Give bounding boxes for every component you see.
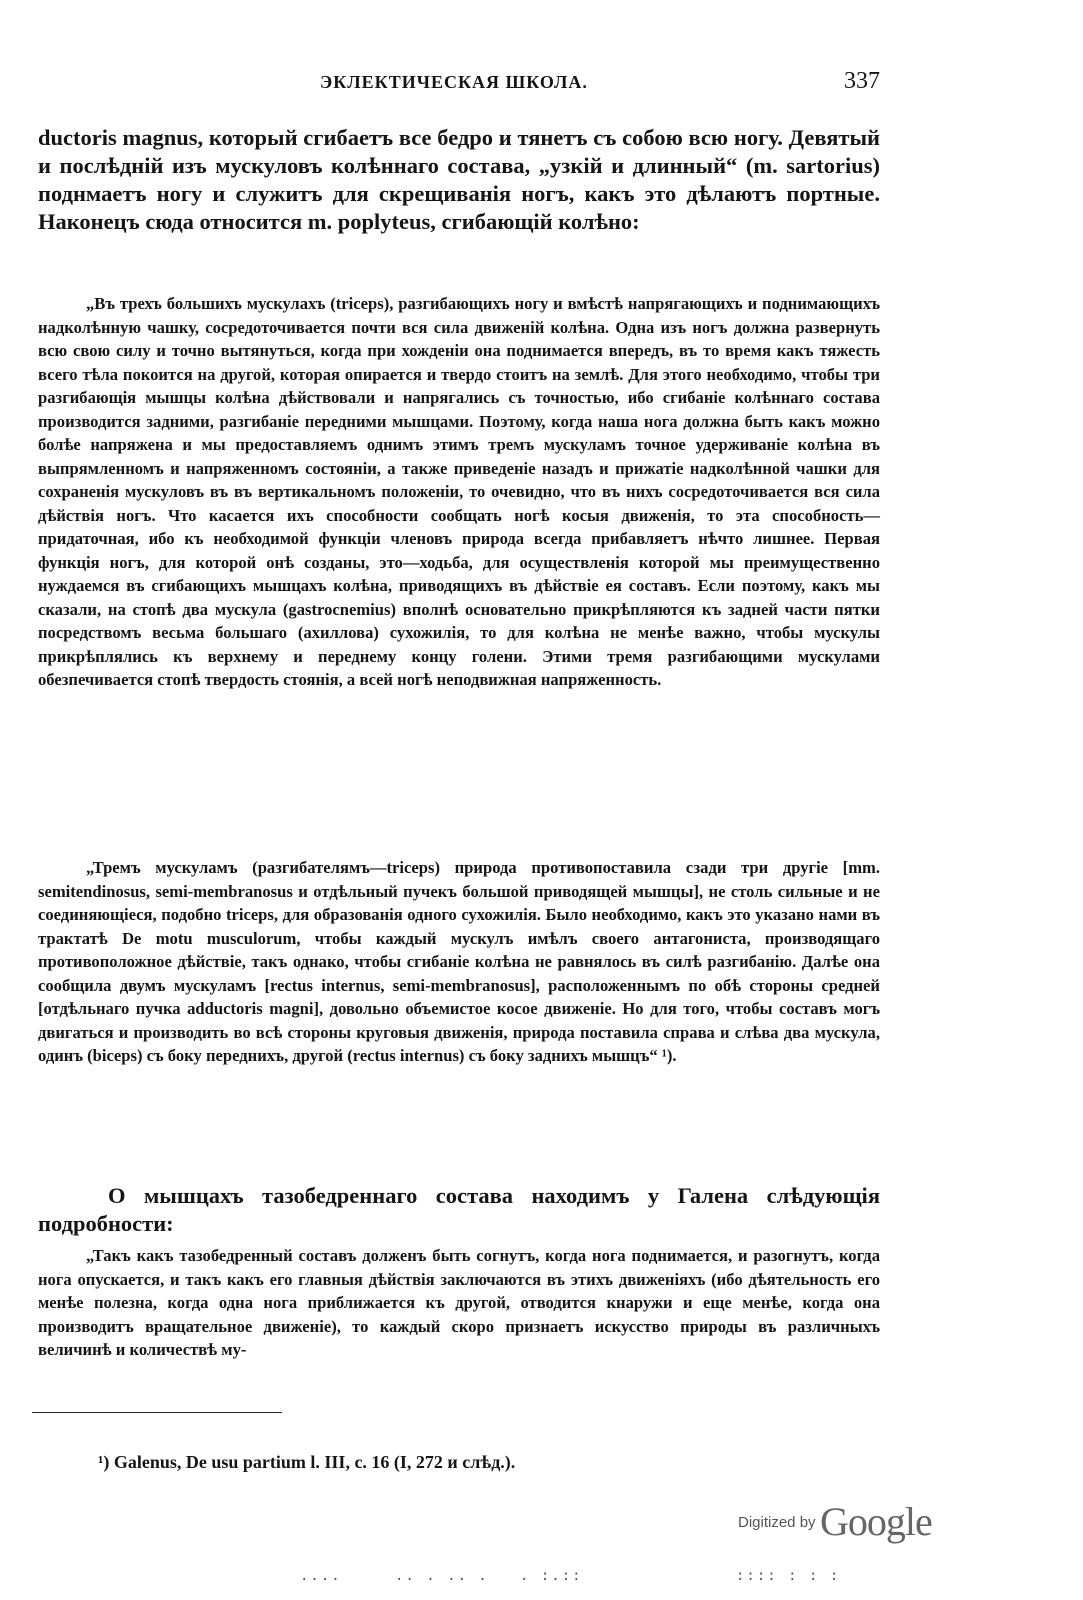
quote-text: „Тремъ мускуламъ (разгибателямъ—triceps) природа противопоставила сзади три другіе [mm. semitendinosus, semi-membranosus и отдѣльный пучекъ большой приводящей мышцы], не столь сильные и не соединяющіеся, подобно triceps, для образованія одного сухожилія. Было необходимо, какъ это указано нами въ трактатѣ De motu musculorum, чтобы каждый мускулъ имѣлъ своего антагониста, производящаго противоположное дѣйствіе, такъ однако, чтобы сгибаніе колѣна не равнялось въ силѣ разгибанію. Далѣе она сообщила двумъ мускуламъ [rectus internus, semi-membranosus], расположеннымъ по обѣ стороны средней [отдѣльнаго пучка adductoris magni], довольно объемистое косое движеніе. Но для того, чтобы составъ могъ двигаться и производить во всѣ стороны круговыя движенія, природа поставила справа и слѣва два мускула, одинъ (biceps) съ боку переднихъ, другой (rectus internus) съ боку заднихъ мышцъ“ ¹). [38,858,880,1065]
digitized-by-google-watermark [738,1498,932,1545]
quote-text: „Такъ какъ тазобедренный составъ долженъ быть согнутъ, когда нога поднимается, и разогнутъ, когда нога опускается, и такъ какъ его главныя дѣйствія заключаются въ этихъ движеніяхъ (ибо дѣятельность его менѣе полезна, когда одна нога приближается къ другой, отводится кнаружи и еще менѣе, когда она производитъ вращательное движеніе), то каждый скоро признаетъ искусство природы въ различныхъ величинѣ и количествѣ му- [38,1246,880,1359]
footnote: ¹) Galenus, De usu partium l. III, c. 16 (I, 272 и слѣд.). [98,1452,516,1472]
quote-knee-extensors [38,292,880,692]
quote-hip-joint [38,1244,880,1362]
google-logo: Google [820,1499,932,1544]
paragraph-text: О мышцахъ тазобедреннаго состава находимъ у Галена слѣдующія подробности: [38,1183,880,1236]
scan-mark: . :.:: [520,1568,583,1584]
page-number: 337 [844,68,880,94]
quote-knee-flexors [38,856,880,1068]
paragraph-text: ductoris magnus, который сгибаетъ все бедро и тянетъ съ собою всю ногу. Девятый и послѣдній изъ мускуловъ колѣннаго состава, „узкій и длинный“ (m. sartorius) поднмаетъ ногу и служитъ для скрещиванія ногъ, какъ это дѣлаютъ портные. Наконецъ сюда относится m. poplyteus, сгибающій колѣно: [38,125,880,234]
running-title: ЭКЛЕКТИЧЕСКАЯ ШКОЛА. [320,72,588,92]
scan-mark: :::: : : : [736,1568,841,1584]
quote-text: „Въ трехъ большихъ мускулахъ (triceps), разгибающихъ ногу и вмѣстѣ напрягающихъ и поднимающихъ надколѣнную чашку, сосредоточивается почти вся сила движеній колѣна. Одна изъ ногъ должна развернуть всю свою силу и точно вытянуться, когда при хожденіи она поднимается впередъ, въ то время какъ тяжесть всего тѣла покоится на другой, которая опирается и твердо стоитъ на землѣ. Для этого необходимо, чтобы три разгибающія мышцы колѣна дѣйствовали и напрягались съ точностью, ибо сгибаніе колѣннаго состава производится задними, разгибаніе передними мышцами. Поэтому, когда наша нога должна быть какъ можно болѣе напряжена и мы предоставляемъ однимъ этимъ тремъ мускуламъ точное удерживаніе колѣна въ выпрямленномъ и напряженномъ состояніи, а также приведеніе назадъ и прижатіе надколѣнной чашки для сохраненія мускуловъ въ въ вертикальномъ положеніи, то очевидно, что въ нихъ сосредоточивается вся сила дѣйствія ногъ. Что касается ихъ способности сообщать ногѣ косыя движенія, то эта способность—придаточная, ибо къ необходимой функціи членовъ природа всегда прибавляетъ нѣчто лишнее. Первая функція ногъ, для которой онѣ созданы, это—ходьба, для осуществленія которой мы преимущественно нуждаемся въ сгибающихъ мышцахъ колѣна, приводящихъ въ дѣйствіе ея составъ. Если поэтому, какъ мы сказали, на стопѣ два мускула (gastrocnemius) вполнѣ основательно прикрѣпляются къ задней части пятки посредствомъ весьма большаго (ахиллова) сухожилія, то для колѣна не менѣе важно, чтобы мускулы прикрѣплялись къ верхнему и переднему концу голени. Этими тремя разгибающими мускулами обезпечивается стопѣ твердость стоянія, а всей ногѣ неподвижная напряженность. [38,294,880,689]
body-paragraph-2 [38,1182,880,1238]
footnote-divider [32,1412,282,1413]
digitized-by-label: Digitized by [738,1514,816,1531]
scan-mark: .. . .. . [395,1568,489,1584]
body-paragraph-1 [38,124,880,236]
scan-mark: .... [300,1568,342,1584]
running-header [320,68,880,100]
